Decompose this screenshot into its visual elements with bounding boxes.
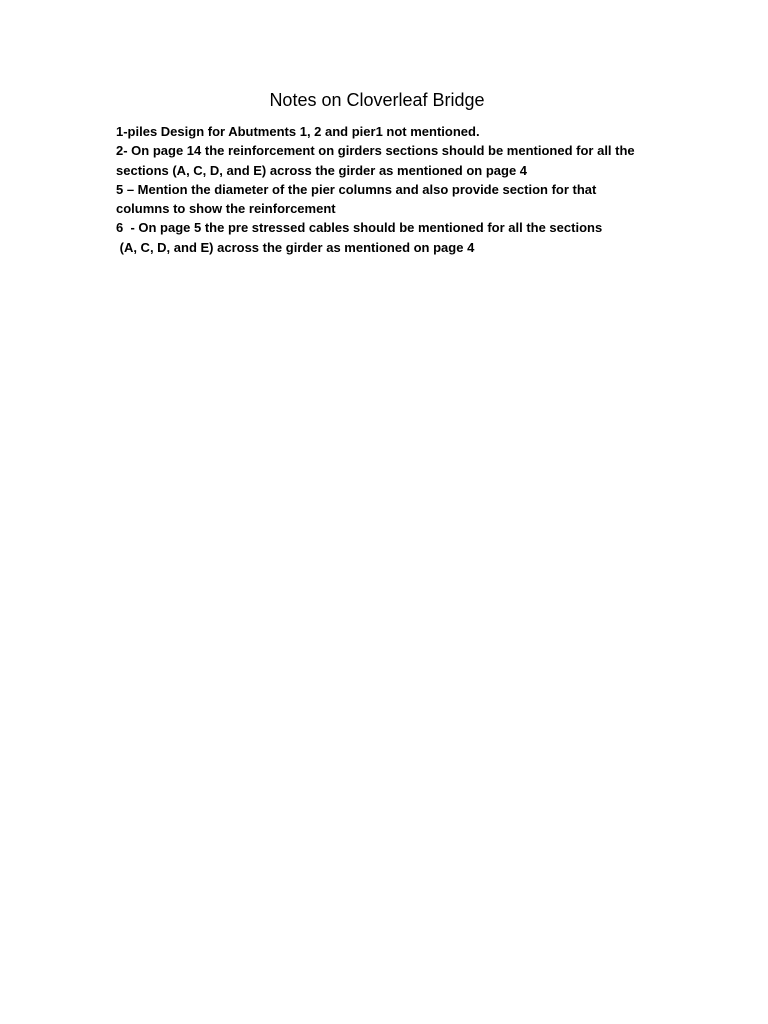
note-line: 5 – Mention the diameter of the pier columns and also provide section for that [116,181,597,197]
notes-list [116,122,676,257]
page-title: Notes on Cloverleaf Bridge [269,90,485,110]
note-line: columns to show the reinforcement [116,201,336,217]
note-line: 6 - On page 5 the pre stressed cables should be mentioned for all the sections [116,220,603,236]
note-line: 2- On page 14 the reinforcement on girders sections should be mentioned for all the [116,143,635,159]
note-line: (A, C, D, and E) across the girder as mentioned on page 4 [116,239,475,255]
note-line: 1-piles Design for Abutments 1, 2 and pier1 not mentioned. [116,124,480,139]
note-line: sections (A, C, D, and E) across the girder as mentioned on page 4 [116,162,528,178]
